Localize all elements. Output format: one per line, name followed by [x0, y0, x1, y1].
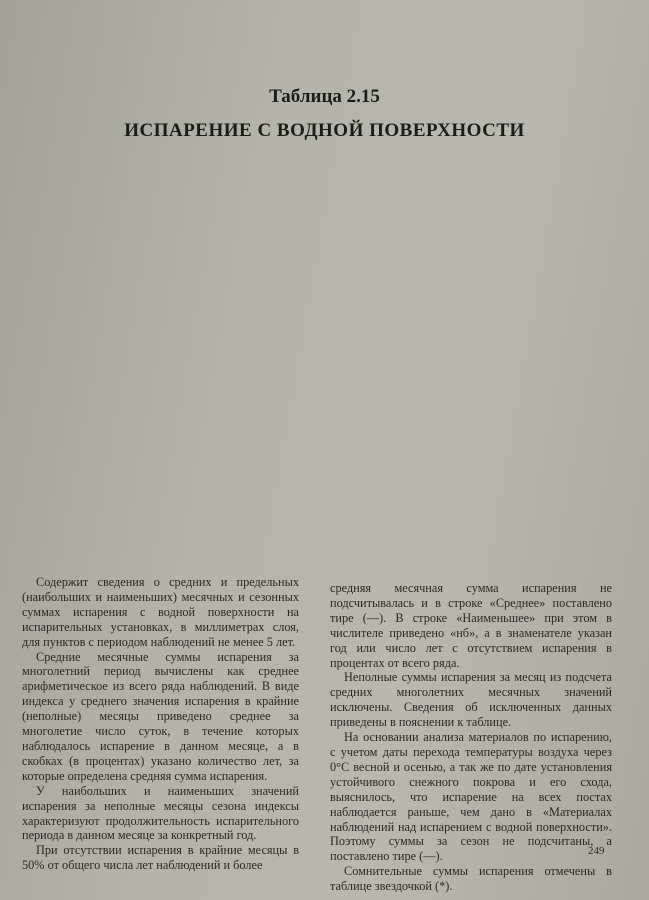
- left-text-column: [22, 575, 299, 873]
- paragraph: средняя месячная сумма испарения не подсчитывалась и в строке «Среднее» поставлено тире (—). В строке «Наименьшее» при этом в числителе приведено «нб», а в знаменателе указан год или число лет с отсутствием испарения в процентах от всего ряда.: [330, 581, 612, 670]
- paragraph: Сомнительные суммы испарения отмечены в таблице звездочкой (*).: [330, 864, 612, 894]
- paragraph: У наибольших и наименьших значений испарения за неполные месяцы сезона индексы характеризуют продолжительность испарительного периода в данном месяце за конкретный год.: [22, 783, 299, 843]
- page-title: ИСПАРЕНИЕ С ВОДНОЙ ПОВЕРХНОСТИ: [124, 120, 525, 141]
- page-number: 249: [588, 845, 605, 857]
- right-text-column: [330, 581, 612, 894]
- paragraph: При отсутствии испарения в крайние месяцы в 50% от общего числа лет наблюдений и более: [22, 843, 299, 873]
- paragraph: Неполные суммы испарения за месяц из подсчета средних многолетних месячных значений исключены. Сведения об исключенных данных приведены в пояснении к таблице.: [330, 670, 612, 730]
- paragraph: Средние месячные суммы испарения за многолетний период вычислены как среднее арифметическое из всего ряда наблюдений. В виде индекса у среднего значения испарения в крайние (неполные) месяцы приведено среднее за многолетие число суток, в течение которых наблюдалось испарение в данном месяце, а в скобках (в процентах) указано количество лет, за которые определена средняя сумма испарения.: [22, 649, 299, 783]
- table-label: Таблица 2.15: [269, 86, 380, 107]
- paragraph: Содержит сведения о средних и предельных (наибольших и наименьших) месячных и сезонных суммах испарения с водной поверхности на испарительных установках, в миллиметрах слоя, для пунктов с периодом наблюдений не менее 5 лет.: [22, 575, 299, 649]
- paragraph: На основании анализа материалов по испарению, с учетом даты перехода температуры воздуха через 0°С весной и осенью, а так же по дате установления устойчивого снежного покрова и его схода, выяснилось, что испарение на всех постах наблюдается раньше, чем дано в «Материалах наблюдений над испарением с водной поверхности». Поэтому суммы за сезон не подсчитаны, а поставлено тире (—).: [330, 730, 612, 864]
